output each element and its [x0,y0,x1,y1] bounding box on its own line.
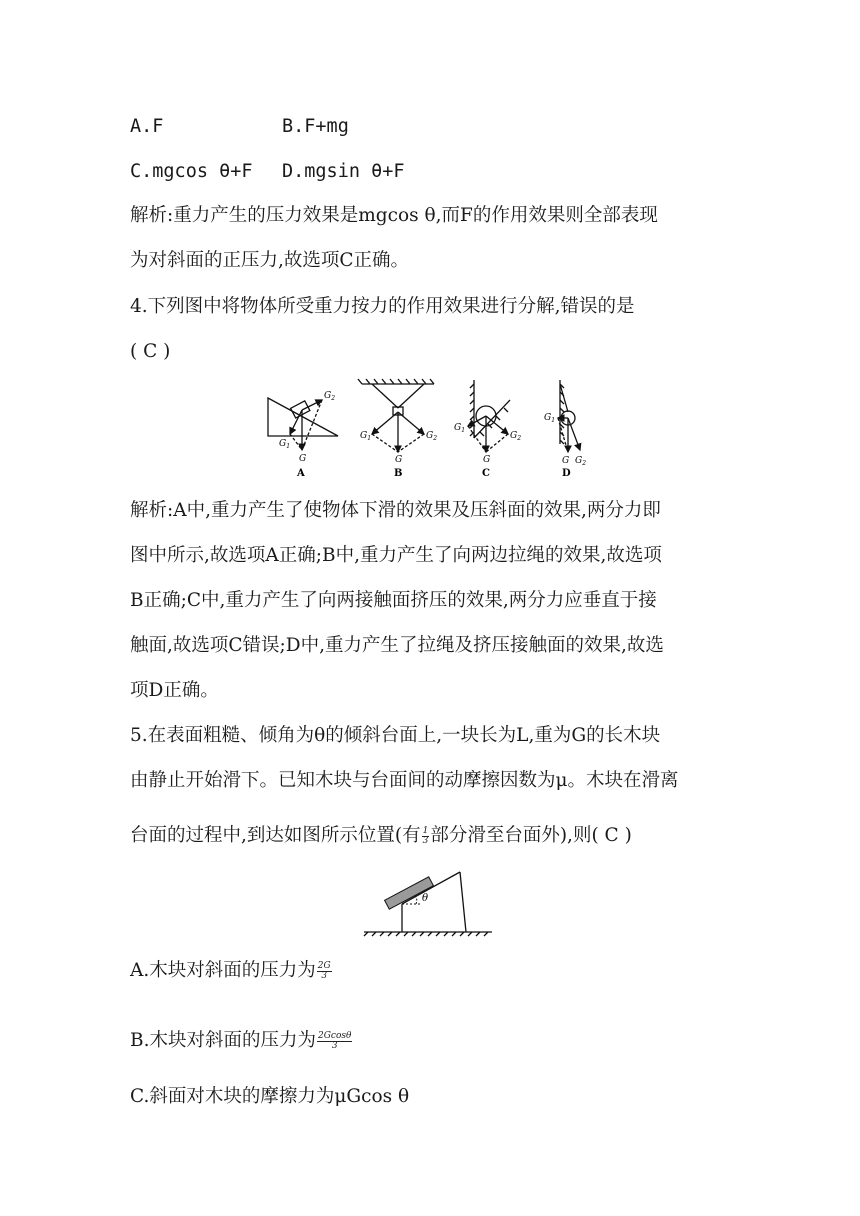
q3-analysis-line-2: 为对斜面的正压力,故选项C正确。 [130,250,410,271]
q5-option-b-fraction: $\frac{2Gcos\theta}{3}$ [317,1030,352,1051]
diagram-a-label-g: G [299,454,307,464]
diagram-b-label-g2: $G_2$ [426,431,438,442]
q4-analysis-line-2: 图中所示,故选项A正确;B中,重力产生了向两边拉绳的效果,故选项 [130,545,662,566]
diagram-b-label-g1: $G_1$ [360,431,372,442]
diagram-b-letter: B [394,468,403,479]
diagram-b-label-g: G [395,455,403,465]
q3-option-b: B.F+mg [282,116,349,137]
diagram-a-label-g2: $G_2$ [324,391,336,402]
diagram-a-label-g1: $G_1$ [279,439,291,450]
q5-stem-line-2: 由静止开始滑下。已知木块与台面间的动摩擦因数为μ。木块在滑离 [130,770,679,791]
diagram-c-label-g: G [483,455,491,465]
q4-stem-line-2: ( C ) [130,341,171,362]
q5-figure [362,866,494,938]
q3-option-d: D.mgsin θ+F [282,161,405,182]
q4-analysis-line-5: 项D正确。 [130,680,219,701]
diagram-c-label-g1: $G_1$ [454,423,466,434]
diagram-d-letter: D [562,468,571,479]
diagram-d-label-g2: $G_2$ [575,456,587,467]
q5-stem-line-3-pre: 台面的过程中,到达如图所示位置(有 [130,825,421,846]
q5-option-a-fraction: $\frac{2G}{3}$ [317,960,331,981]
q4-analysis-line-3: B正确;C中,重力产生了向两接触面挤压的效果,两分力应垂直于接 [130,590,657,611]
diagram-d-label-g: G [562,456,570,466]
diagram-c [468,380,510,452]
q4-figure [262,378,602,484]
q3-options-row-1 [130,114,349,140]
diagram-c-label-g2: $G_2$ [510,431,522,442]
q4-analysis-line-4: 触面,故选项C错误;D中,重力产生了拉绳及挤压接触面的效果,故选 [130,635,664,656]
q4-analysis-line-1: 解析:A中,重力产生了使物体下滑的效果及压斜面的效果,两分力即 [130,500,661,521]
q4-stem-line-1: 4.下列图中将物体所受重力按力的作用效果进行分解,错误的是 [130,296,635,317]
q3-option-c: C.mgcos θ+F [130,161,253,182]
diagram-c-letter: C [482,468,490,479]
q5-option-b-text: B.木块对斜面的压力为 [130,1030,316,1051]
q5-stem-line-1: 5.在表面粗糙、倾角为θ的倾斜台面上,一块长为L,重为G的长木块 [130,725,661,746]
q5-option-a-text: A.木块对斜面的压力为 [130,960,316,981]
q5-option-b [130,1028,353,1054]
q5-option-c: C.斜面对木块的摩擦力为μGcos θ [130,1086,410,1107]
diagram-a-letter: A [297,468,305,479]
q5-stem-line-3 [130,823,632,849]
q5-theta-label: θ [422,893,429,904]
q5-option-a [130,958,333,984]
diagram-d-label-g1: $G_1$ [544,413,556,424]
diagram-d [558,380,580,452]
q3-analysis-line-1: 解析:重力产生的压力效果是mgcos θ,而F的作用效果则全部表现 [130,205,658,226]
q5-stem-line-3-post: 部分滑至台面外),则( C ) [430,825,632,846]
q3-option-a: A.F [130,116,164,137]
q3-options-row-2 [130,159,405,185]
q5-fraction-one-third: $\frac{1}{3}$ [422,825,429,846]
